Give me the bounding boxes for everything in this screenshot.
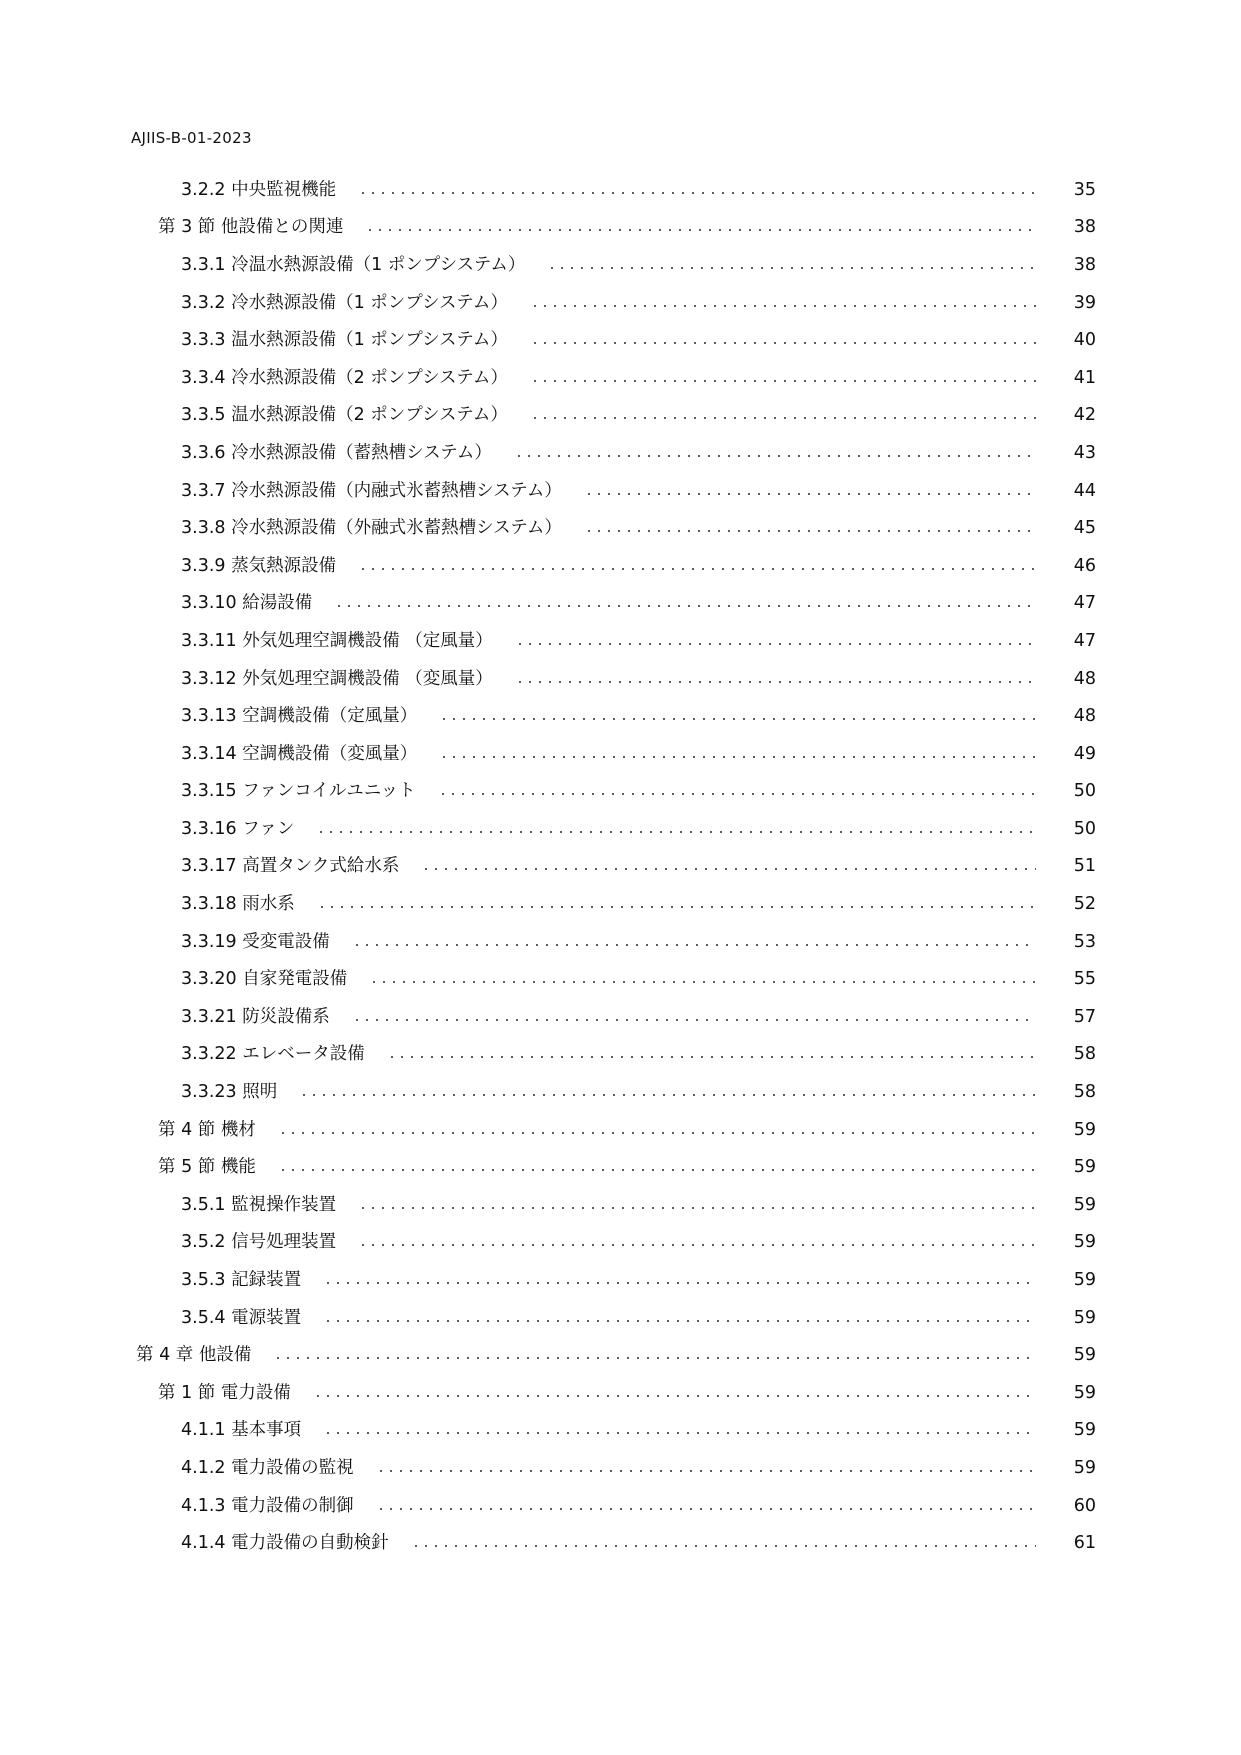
toc-entry-page-number: 60 xyxy=(1073,1495,1096,1516)
toc-dot-leader xyxy=(278,1132,1036,1134)
toc-entry-page-number: 43 xyxy=(1073,442,1096,463)
toc-entry-page-number: 41 xyxy=(1073,367,1096,388)
table-of-contents xyxy=(0,171,1241,1562)
toc-entry-title: 第 3 節 他設備との関連 xyxy=(158,217,344,238)
toc-dot-leader xyxy=(316,831,1036,833)
toc-dot-leader xyxy=(514,455,1036,457)
toc-dot-leader xyxy=(421,868,1036,870)
toc-dot-leader xyxy=(352,1019,1036,1021)
toc-dot-leader xyxy=(358,1244,1036,1246)
toc-dot-leader xyxy=(515,681,1036,683)
toc-entry-title: 3.3.2 冷水熱源設備（1 ポンプシステム） xyxy=(181,292,508,313)
toc-entry[interactable] xyxy=(0,923,1241,961)
toc-entry-title: 4.1.4 電力設備の自動検針 xyxy=(181,1533,389,1554)
toc-entry-title: 3.3.4 冷水熱源設備（2 ポンプシステム） xyxy=(181,367,508,388)
toc-dot-leader xyxy=(323,1432,1036,1434)
toc-entry-title: 3.3.17 高置タンク式給水系 xyxy=(181,856,400,877)
toc-entry-page-number: 48 xyxy=(1073,706,1096,727)
toc-entry[interactable] xyxy=(0,434,1241,472)
toc-entry[interactable] xyxy=(0,547,1241,585)
toc-dot-leader xyxy=(299,1094,1036,1096)
toc-entry-title: 3.3.5 温水熱源設備（2 ポンプシステム） xyxy=(181,405,508,426)
toc-entry-title: 3.3.23 照明 xyxy=(181,1082,278,1103)
toc-entry-page-number: 51 xyxy=(1073,856,1096,877)
toc-entry-page-number: 44 xyxy=(1073,480,1096,501)
toc-dot-leader xyxy=(365,229,1036,231)
toc-entry[interactable] xyxy=(0,773,1241,811)
toc-entry[interactable] xyxy=(0,1073,1241,1111)
toc-entry[interactable] xyxy=(0,885,1241,923)
toc-entry[interactable] xyxy=(0,359,1241,397)
toc-entry-page-number: 48 xyxy=(1073,668,1096,689)
toc-dot-leader xyxy=(387,1056,1036,1058)
toc-entry-page-number: 57 xyxy=(1073,1006,1096,1027)
toc-entry-page-number: 38 xyxy=(1073,217,1096,238)
toc-dot-leader xyxy=(376,1508,1036,1510)
toc-entry[interactable] xyxy=(0,472,1241,510)
toc-entry[interactable] xyxy=(0,960,1241,998)
toc-entry[interactable] xyxy=(0,1524,1241,1562)
toc-entry[interactable] xyxy=(0,1186,1241,1224)
toc-dot-leader xyxy=(376,1470,1036,1472)
toc-entry-title: 3.3.20 自家発電設備 xyxy=(181,969,348,990)
toc-entry-title: 3.3.3 温水熱源設備（1 ポンプシステム） xyxy=(181,330,508,351)
toc-entry-title: 3.3.16 ファン xyxy=(181,818,295,839)
toc-dot-leader xyxy=(323,1282,1036,1284)
toc-entry[interactable] xyxy=(0,1336,1241,1374)
toc-entry-title: 3.3.19 受変電設備 xyxy=(181,931,330,952)
toc-entry-title: 第 1 節 電力設備 xyxy=(158,1382,291,1403)
toc-entry[interactable] xyxy=(0,1036,1241,1074)
toc-dot-leader xyxy=(515,643,1036,645)
toc-dot-leader xyxy=(352,944,1036,946)
toc-entry-title: 第 5 節 機能 xyxy=(158,1157,256,1178)
toc-entry-title: 3.3.11 外気処理空調機設備 （定風量） xyxy=(181,630,493,651)
toc-entry-page-number: 40 xyxy=(1073,330,1096,351)
toc-entry[interactable] xyxy=(0,622,1241,660)
toc-entry-page-number: 39 xyxy=(1073,292,1096,313)
toc-entry[interactable] xyxy=(0,509,1241,547)
toc-entry[interactable] xyxy=(0,585,1241,623)
toc-entry-page-number: 59 xyxy=(1073,1232,1096,1253)
toc-entry-page-number: 59 xyxy=(1073,1457,1096,1478)
toc-entry[interactable] xyxy=(0,1261,1241,1299)
toc-entry[interactable] xyxy=(0,1224,1241,1262)
toc-dot-leader xyxy=(273,1357,1036,1359)
toc-entry-title: 3.3.7 冷水熱源設備（内融式氷蓄熱槽システム） xyxy=(181,480,562,501)
toc-entry-title: 3.2.2 中央監視機能 xyxy=(181,179,337,200)
toc-entry-title: 4.1.3 電力設備の制御 xyxy=(181,1495,354,1516)
toc-dot-leader xyxy=(439,718,1036,720)
toc-entry-page-number: 47 xyxy=(1073,593,1096,614)
toc-dot-leader xyxy=(358,568,1036,570)
toc-entry-title: 3.5.2 信号処理装置 xyxy=(181,1232,337,1253)
toc-entry-title: 3.3.6 冷水熱源設備（蓄熱槽システム） xyxy=(181,442,492,463)
toc-entry-page-number: 38 xyxy=(1073,254,1096,275)
toc-entry[interactable] xyxy=(0,1449,1241,1487)
toc-entry-page-number: 45 xyxy=(1073,518,1096,539)
toc-entry-page-number: 49 xyxy=(1073,743,1096,764)
toc-entry-title: 4.1.2 電力設備の監視 xyxy=(181,1457,354,1478)
toc-entry-title: 3.5.4 電源装置 xyxy=(181,1307,302,1328)
toc-dot-leader xyxy=(547,267,1036,269)
toc-entry-page-number: 59 xyxy=(1073,1194,1096,1215)
toc-entry-title: 3.3.10 給湯設備 xyxy=(181,593,313,614)
toc-entry-title: 3.3.14 空調機設備（変風量） xyxy=(181,743,418,764)
toc-entry-page-number: 53 xyxy=(1073,931,1096,952)
toc-dot-leader xyxy=(411,1545,1036,1547)
toc-entry[interactable] xyxy=(0,1487,1241,1525)
toc-entry-title: 3.3.18 雨水系 xyxy=(181,894,295,915)
toc-dot-leader xyxy=(323,1320,1036,1322)
toc-dot-leader xyxy=(438,793,1036,795)
document-id: AJIIS-B-01-2023 xyxy=(131,129,252,147)
toc-entry-page-number: 50 xyxy=(1073,818,1096,839)
toc-dot-leader xyxy=(530,305,1036,307)
toc-entry-page-number: 46 xyxy=(1073,555,1096,576)
toc-entry[interactable] xyxy=(0,1148,1241,1186)
toc-entry-title: 3.3.21 防災設備系 xyxy=(181,1006,330,1027)
toc-entry-title: 3.3.1 冷温水熱源設備（1 ポンプシステム） xyxy=(181,254,526,275)
toc-entry-page-number: 52 xyxy=(1073,894,1096,915)
toc-entry[interactable] xyxy=(0,1412,1241,1450)
toc-entry-page-number: 50 xyxy=(1073,781,1096,802)
toc-dot-leader xyxy=(278,1169,1036,1171)
toc-dot-leader xyxy=(358,192,1036,194)
toc-entry-title: 3.3.9 蒸気熱源設備 xyxy=(181,555,337,576)
toc-entry-page-number: 58 xyxy=(1073,1044,1096,1065)
toc-entry[interactable] xyxy=(0,171,1241,209)
toc-dot-leader xyxy=(584,530,1036,532)
toc-entry-title: 4.1.1 基本事項 xyxy=(181,1420,302,1441)
toc-entry[interactable] xyxy=(0,1299,1241,1337)
toc-dot-leader xyxy=(369,981,1036,983)
toc-entry-title: 3.5.3 記録装置 xyxy=(181,1270,302,1291)
toc-entry-page-number: 59 xyxy=(1073,1119,1096,1140)
toc-dot-leader xyxy=(313,1395,1036,1397)
toc-entry-title: 3.3.12 外気処理空調機設備 （変風量） xyxy=(181,668,493,689)
toc-entry-title: 3.5.1 監視操作装置 xyxy=(181,1194,337,1215)
toc-entry-title: 第 4 節 機材 xyxy=(158,1119,256,1140)
toc-entry-page-number: 61 xyxy=(1073,1533,1096,1554)
toc-entry[interactable] xyxy=(0,697,1241,735)
toc-entry[interactable] xyxy=(0,848,1241,886)
toc-entry[interactable] xyxy=(0,998,1241,1036)
toc-entry[interactable] xyxy=(0,284,1241,322)
toc-entry[interactable] xyxy=(0,1374,1241,1412)
toc-entry-page-number: 59 xyxy=(1073,1270,1096,1291)
toc-dot-leader xyxy=(530,380,1036,382)
toc-entry-title: 3.3.13 空調機設備（定風量） xyxy=(181,706,418,727)
toc-dot-leader xyxy=(358,1207,1036,1209)
toc-entry-page-number: 47 xyxy=(1073,630,1096,651)
toc-dot-leader xyxy=(439,756,1036,758)
toc-entry-title: 3.3.8 冷水熱源設備（外融式氷蓄熱槽システム） xyxy=(181,518,562,539)
toc-entry-page-number: 59 xyxy=(1073,1307,1096,1328)
toc-entry-page-number: 59 xyxy=(1073,1157,1096,1178)
toc-entry-title: 3.3.22 エレベータ設備 xyxy=(181,1044,365,1065)
toc-entry[interactable] xyxy=(0,810,1241,848)
toc-dot-leader xyxy=(317,906,1036,908)
toc-entry-page-number: 35 xyxy=(1073,179,1096,200)
toc-entry-page-number: 59 xyxy=(1073,1420,1096,1441)
toc-entry[interactable] xyxy=(0,209,1241,247)
toc-entry-page-number: 58 xyxy=(1073,1082,1096,1103)
toc-dot-leader xyxy=(530,417,1036,419)
toc-entry[interactable] xyxy=(0,660,1241,698)
toc-dot-leader xyxy=(334,605,1036,607)
toc-entry-title: 3.3.15 ファンコイルユニット xyxy=(181,781,416,802)
toc-dot-leader xyxy=(584,493,1036,495)
toc-entry[interactable] xyxy=(0,397,1241,435)
toc-entry-page-number: 42 xyxy=(1073,405,1096,426)
toc-entry-page-number: 59 xyxy=(1073,1345,1096,1366)
toc-dot-leader xyxy=(530,342,1036,344)
toc-entry[interactable] xyxy=(0,246,1241,284)
toc-entry-title: 第 4 章 他設備 xyxy=(136,1345,252,1366)
toc-entry-page-number: 55 xyxy=(1073,969,1096,990)
toc-entry[interactable] xyxy=(0,321,1241,359)
toc-entry[interactable] xyxy=(0,735,1241,773)
toc-entry[interactable] xyxy=(0,1111,1241,1149)
toc-entry-page-number: 59 xyxy=(1073,1382,1096,1403)
